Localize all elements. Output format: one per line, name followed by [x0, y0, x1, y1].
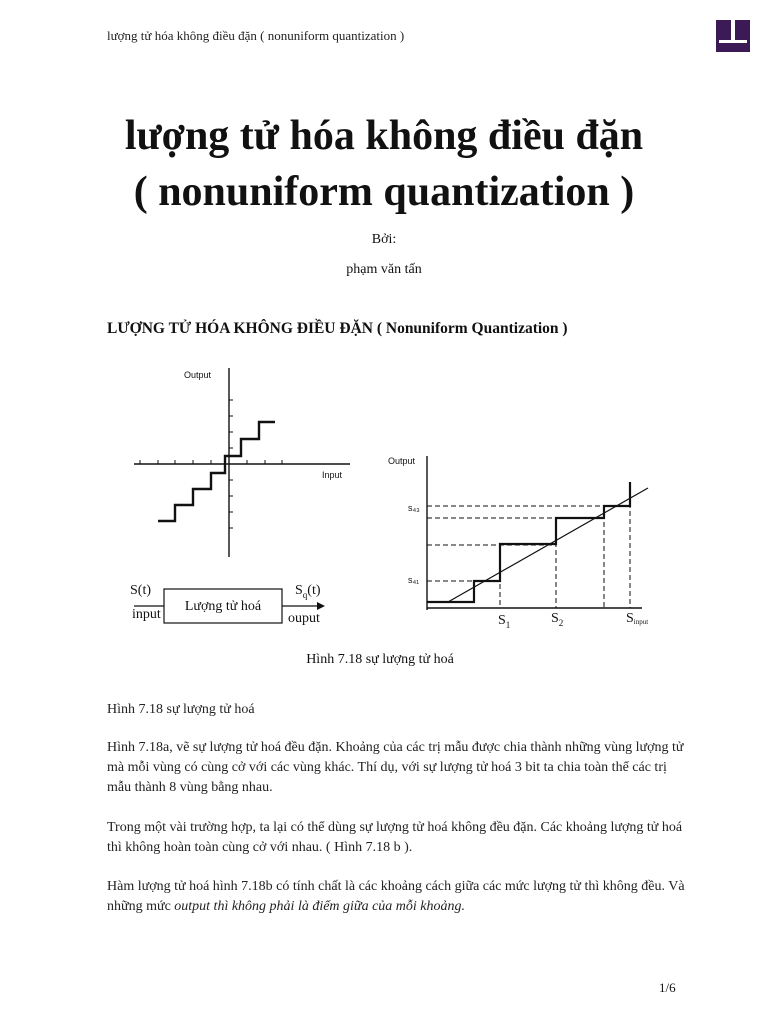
paragraph-4: [107, 877, 685, 917]
logo-bar: [719, 40, 747, 43]
right-x-tick-sinput: Sinput: [626, 611, 649, 626]
running-header: lượng tử hóa không điều đặn ( nonuniform quantization ): [107, 28, 405, 43]
publisher-logo-icon: [716, 20, 750, 52]
nonuniform-staircase: [427, 482, 630, 602]
title-line-2: ( nonuniform quantization ): [133, 169, 635, 215]
right-level-high: s₄₃: [408, 503, 420, 513]
paragraph-4-italic: output thì không phải là điểm giữa của mỗi khoảng.: [174, 899, 465, 914]
page-number: 1/6: [659, 980, 676, 995]
figure-caption: Hình 7.18 sự lượng tử hoá: [306, 652, 454, 667]
left-x-axis-label: Input: [322, 470, 343, 480]
paragraph-2: Hình 7.18a, vẽ sự lượng tử hoá đều đặn. Khoảng của các trị mẫu được chia thành những vùng lượng tử mà mỗi vùng có cùng cở với các vùng khác. Thí dụ, với sự lượng tử hoá 3 bit ta chia toàn thể các trị mẫu thành 8 vùng bằng nhau.: [107, 740, 684, 795]
figure-7-18: [120, 360, 680, 640]
figure-diagram: [120, 360, 680, 635]
paragraph-4-regular: Hàm lượng tử hoá hình 7.18b có tính chất là các khoảng cách giữa các mức lượng tử thì không đều. Và những mức: [107, 879, 685, 914]
nonuniform-quantizer-plot: [388, 456, 648, 630]
uniform-staircase: [158, 422, 275, 521]
right-x-tick-s2: $S_2$: [551, 611, 564, 628]
byline-author: phạm văn tấn: [346, 262, 422, 277]
block-input-label: input: [132, 607, 161, 622]
block-output-label: ouput: [288, 611, 320, 626]
section-heading: LƯỢNG TỬ HÓA KHÔNG ĐIỀU ĐẶN ( Nonuniform Quantization ): [107, 320, 568, 337]
paragraph-3: Trong một vài trường hợp, ta lại có thể dùng sự lượng tử hoá không đều đặn. Các khoảng lượng tử hoá thì không hoàn toàn cùng cở với nhau. ( Hình 7.18 b ).: [107, 820, 683, 855]
title-line-1: lượng tử hóa không điều đặn: [124, 113, 644, 159]
right-guide-lines: [427, 495, 630, 608]
logo-stem: [731, 20, 735, 40]
uniform-quantizer-plot: [134, 368, 350, 557]
byline-label: Bởi:: [371, 232, 397, 247]
block-input-symbol: S(t): [130, 583, 151, 598]
block-output-arrow-icon: [317, 602, 325, 610]
left-y-axis-label: Output: [184, 370, 212, 380]
document-title: [0, 108, 768, 220]
right-level-low: s₄₁: [408, 575, 420, 585]
right-x-tick-s1: $S_1$: [498, 613, 511, 630]
block-output-symbol: $S_q(t)$: [295, 583, 321, 600]
quantizer-box-label: Lượng tử hoá: [184, 599, 262, 614]
quantizer-block-diagram: [130, 583, 325, 626]
paragraph-1: Hình 7.18 sự lượng tử hoá: [107, 702, 255, 717]
right-y-axis-label: Output: [388, 456, 416, 466]
